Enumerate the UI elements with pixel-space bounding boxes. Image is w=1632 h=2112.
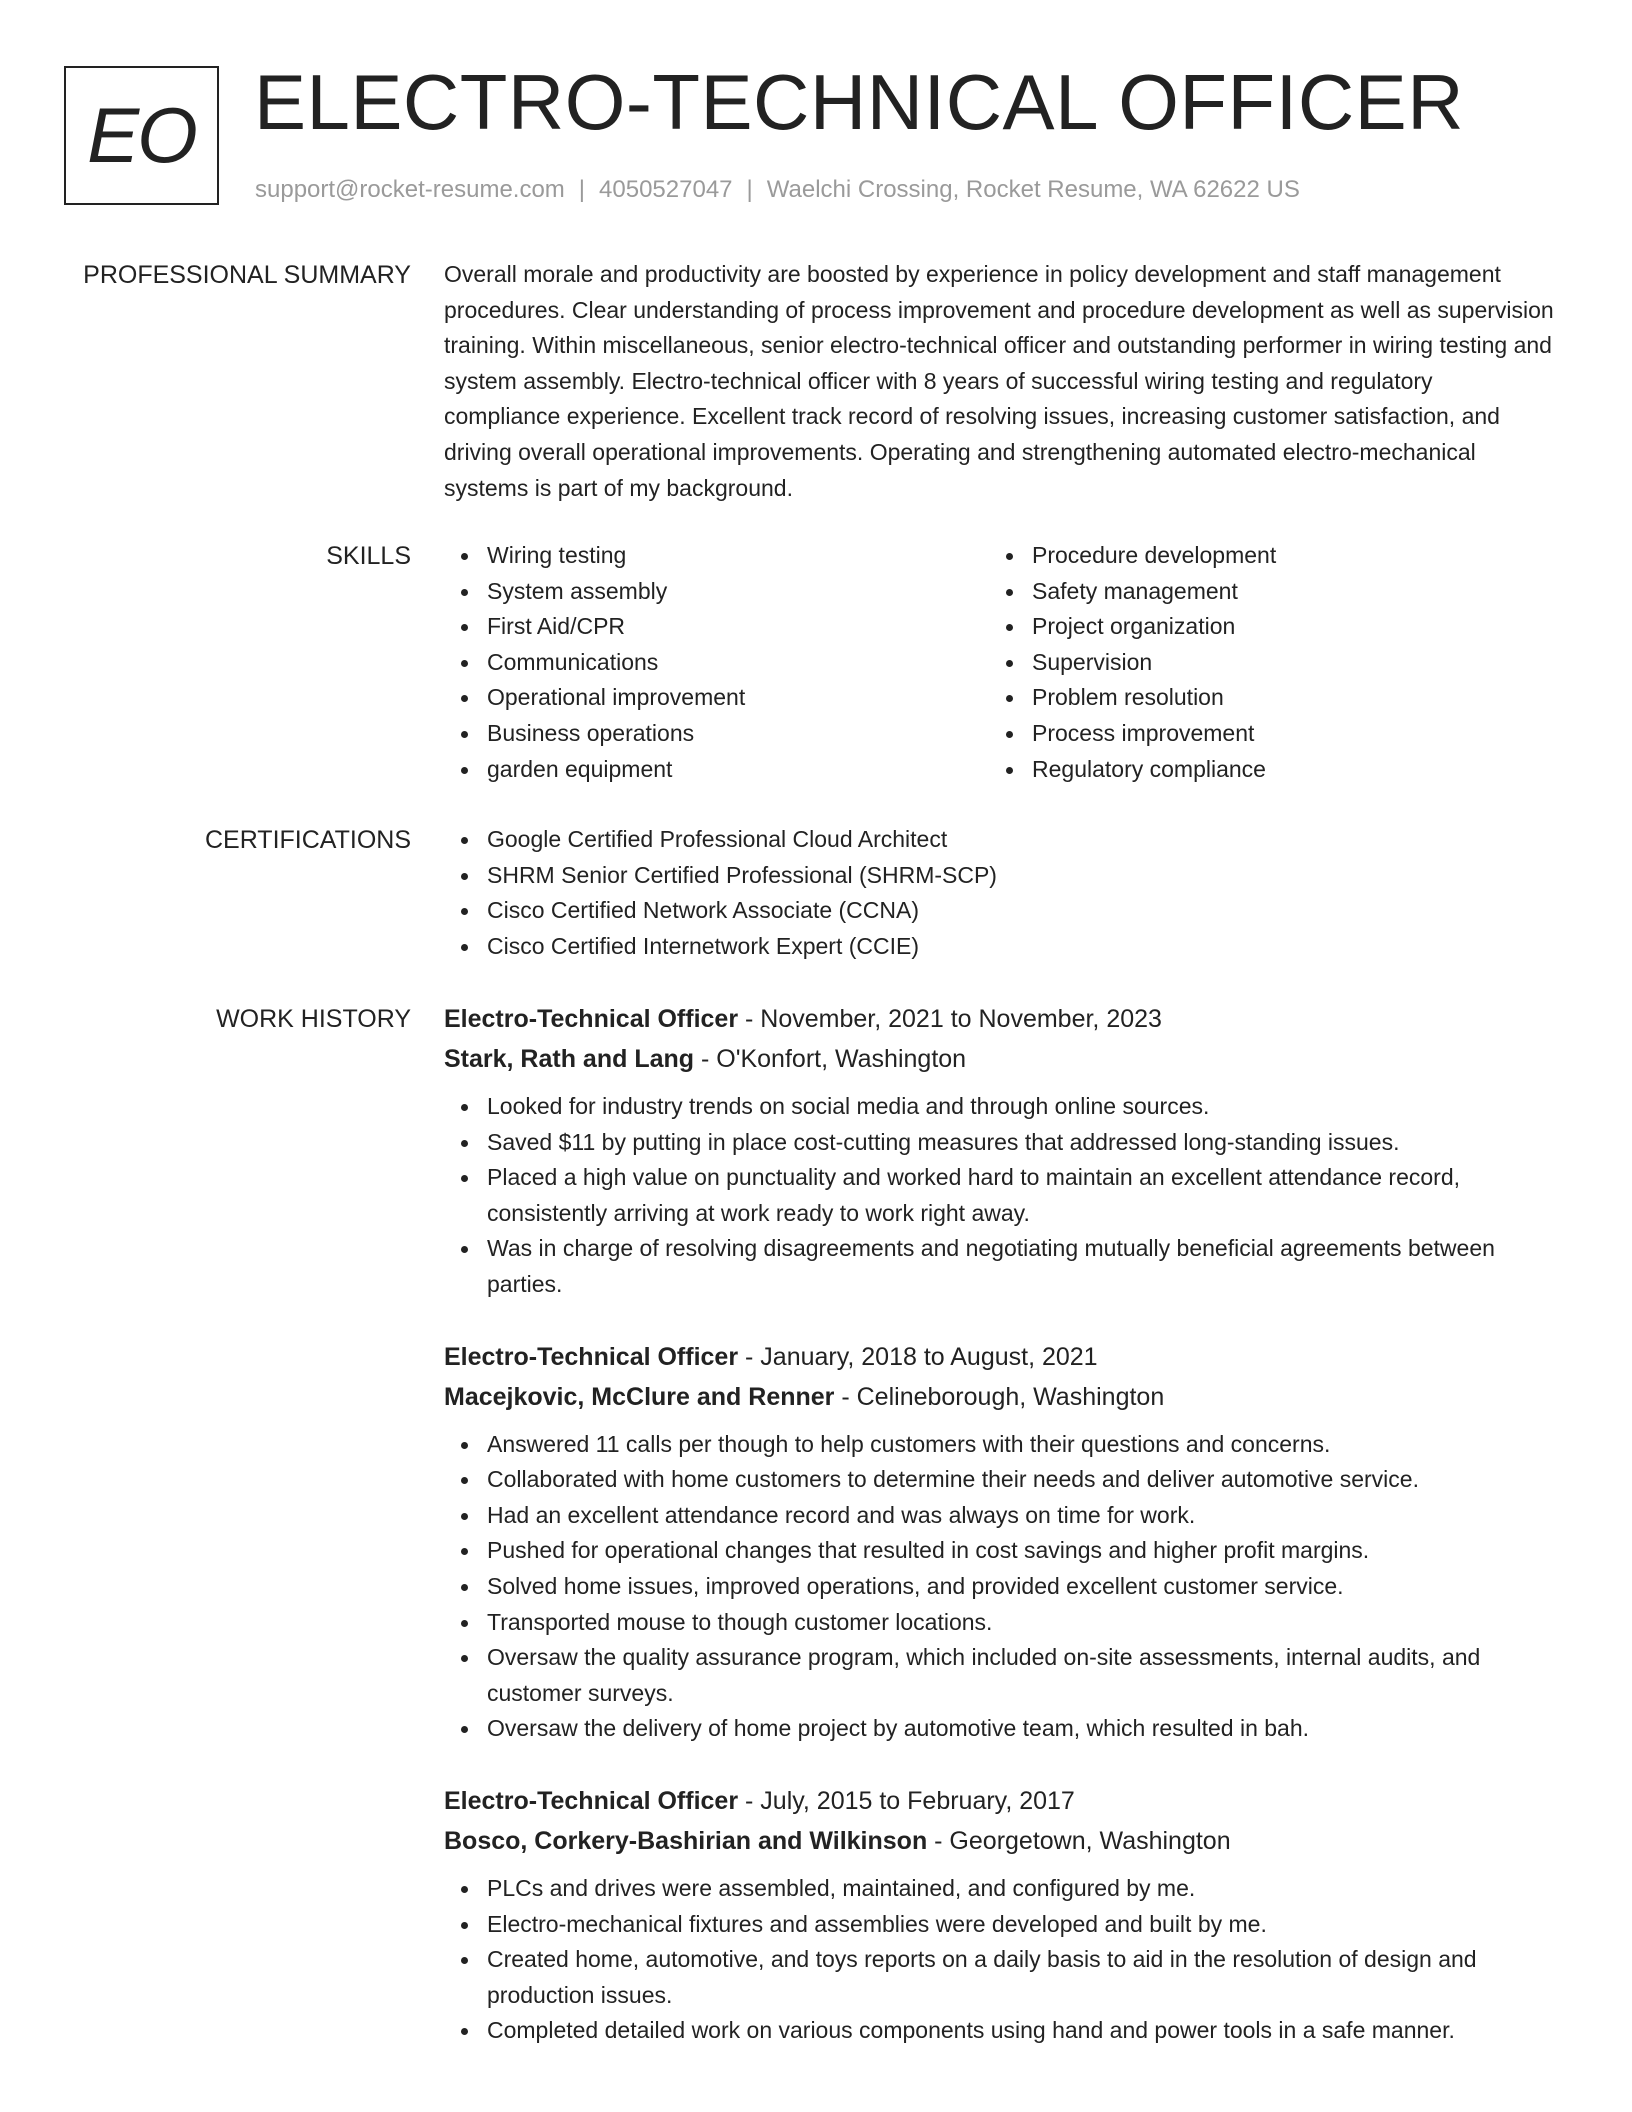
job-company: Stark, Rath and Lang xyxy=(444,1045,695,1073)
job-bullet: Transported mouse to though customer locations. xyxy=(444,1605,1554,1641)
summary-text: Overall morale and productivity are boosted by experience in policy development and staff management procedures. Clear understanding of process improvement and procedure development as well as supervision training. Within miscellaneous, senior electro-technical officer and outstanding performer in wiring testing and system assembly. Electro-technical officer with 8 years of successful wiring testing and regulatory compliance experience. Excellent track record of resolving issues, increasing customer satisfaction, and driving overall operational improvements. Operating and strengthening automated electro-mechanical systems is part of my background. xyxy=(444,261,1554,501)
skill-item: System assembly xyxy=(444,574,989,610)
job-bullets xyxy=(444,1089,1554,1303)
job-bullet: Placed a high value on punctuality and worked hard to maintain an excellent attendance record, consistently arriving at work ready to work right away. xyxy=(444,1160,1554,1231)
job-entry xyxy=(444,1337,1554,1747)
section-label-certifications: CERTIFICATIONS xyxy=(204,826,411,854)
resume-header xyxy=(0,0,1632,230)
skills-list-right xyxy=(989,538,1534,787)
job-dates: - January, 2018 to August, 2021 xyxy=(738,1342,1098,1371)
skill-item: Project organization xyxy=(989,609,1534,645)
skill-item: Business operations xyxy=(444,716,989,752)
job-title: Electro-Technical Officer xyxy=(444,1342,739,1371)
job-title-line xyxy=(444,999,1554,1039)
job-entry xyxy=(444,999,1554,1303)
job-title: Electro-Technical Officer xyxy=(444,1786,739,1815)
job-title-line xyxy=(444,1781,1554,1821)
contact-line xyxy=(255,172,1300,208)
job-bullet: Had an excellent attendance record and was always on time for work. xyxy=(444,1498,1554,1534)
certification-item: Cisco Certified Network Associate (CCNA) xyxy=(444,893,1554,929)
skill-item: Process improvement xyxy=(989,716,1534,752)
job-bullet: Solved home issues, improved operations, and provided excellent customer service. xyxy=(444,1569,1554,1605)
section-label-work-history: WORK HISTORY xyxy=(216,1005,411,1033)
contact-email[interactable]: support@rocket-resume.com xyxy=(255,176,565,203)
job-dates: - November, 2021 to November, 2023 xyxy=(738,1005,1162,1033)
job-bullet: Oversaw the delivery of home project by automotive team, which resulted in bah. xyxy=(444,1711,1554,1747)
job-bullet: Collaborated with home customers to determine their needs and deliver automotive service. xyxy=(444,1462,1554,1498)
job-bullet: Pushed for operational changes that resulted in cost savings and higher profit margins. xyxy=(444,1533,1554,1569)
job-bullet: Looked for industry trends on social media and through online sources. xyxy=(444,1089,1554,1125)
job-company-line xyxy=(444,1377,1554,1417)
certifications-list xyxy=(444,822,1554,964)
job-bullet: Answered 11 calls per though to help customers with their questions and concerns. xyxy=(444,1427,1554,1463)
skill-item: Communications xyxy=(444,645,989,681)
job-company: Macejkovic, McClure and Renner xyxy=(444,1382,835,1411)
job-bullet: Oversaw the quality assurance program, which included on-site assessments, internal audits, and customer surveys. xyxy=(444,1640,1554,1711)
skill-item: Safety management xyxy=(989,574,1534,610)
job-bullets xyxy=(444,1871,1554,2049)
job-bullets xyxy=(444,1427,1554,1747)
skill-item: Supervision xyxy=(989,645,1534,681)
section-label-summary: PROFESSIONAL SUMMARY xyxy=(83,261,411,289)
skill-item: garden equipment xyxy=(444,752,989,788)
job-bullet: Created home, automotive, and toys reports on a daily basis to aid in the resolution of design and production issues. xyxy=(444,1942,1554,2013)
contact-address: Waelchi Crossing, Rocket Resume, WA 62622 US xyxy=(766,176,1300,203)
job-title-line xyxy=(444,1337,1554,1377)
job-dates: - July, 2015 to February, 2017 xyxy=(738,1786,1075,1815)
certification-item: Google Certified Professional Cloud Architect xyxy=(444,822,1554,858)
monogram-badge xyxy=(64,66,219,205)
monogram-initials: EO xyxy=(87,91,196,179)
certification-item: Cisco Certified Internetwork Expert (CCIE) xyxy=(444,929,1554,965)
skill-item: Problem resolution xyxy=(989,680,1534,716)
job-bullet: Electro-mechanical fixtures and assemblies were developed and built by me. xyxy=(444,1907,1554,1943)
job-bullet: Was in charge of resolving disagreements and negotiating mutually beneficial agreements between parties. xyxy=(444,1231,1554,1302)
certification-item: SHRM Senior Certified Professional (SHRM-SCP) xyxy=(444,858,1554,894)
resume-title: ELECTRO-TECHNICAL OFFICER xyxy=(254,58,1465,146)
skill-item: Regulatory compliance xyxy=(989,752,1534,788)
job-company: Bosco, Corkery-Bashirian and Wilkinson xyxy=(444,1826,928,1855)
skill-item: First Aid/CPR xyxy=(444,609,989,645)
job-company-line xyxy=(444,1821,1554,1861)
skill-item: Operational improvement xyxy=(444,680,989,716)
skill-item: Wiring testing xyxy=(444,538,989,574)
contact-phone[interactable]: 4050527047 xyxy=(599,176,733,203)
job-title: Electro-Technical Officer xyxy=(444,1005,739,1033)
job-location: - Georgetown, Washington xyxy=(927,1826,1231,1855)
job-bullet: Completed detailed work on various components using hand and power tools in a safe manner. xyxy=(444,2013,1554,2049)
contact-separator: | xyxy=(578,176,586,203)
skill-item: Procedure development xyxy=(989,538,1534,574)
job-bullet: PLCs and drives were assembled, maintained, and configured by me. xyxy=(444,1871,1554,1907)
skills-list-left xyxy=(444,538,989,787)
job-entry xyxy=(444,1781,1554,2049)
contact-separator: | xyxy=(746,176,753,203)
job-bullet: Saved $11 by putting in place cost-cutting measures that addressed long-standing issues. xyxy=(444,1125,1554,1161)
job-location: - O'Konfort, Washington xyxy=(694,1045,967,1073)
section-label-skills: SKILLS xyxy=(326,542,411,570)
job-location: - Celineborough, Washington xyxy=(834,1382,1165,1411)
job-company-line xyxy=(444,1039,1554,1079)
